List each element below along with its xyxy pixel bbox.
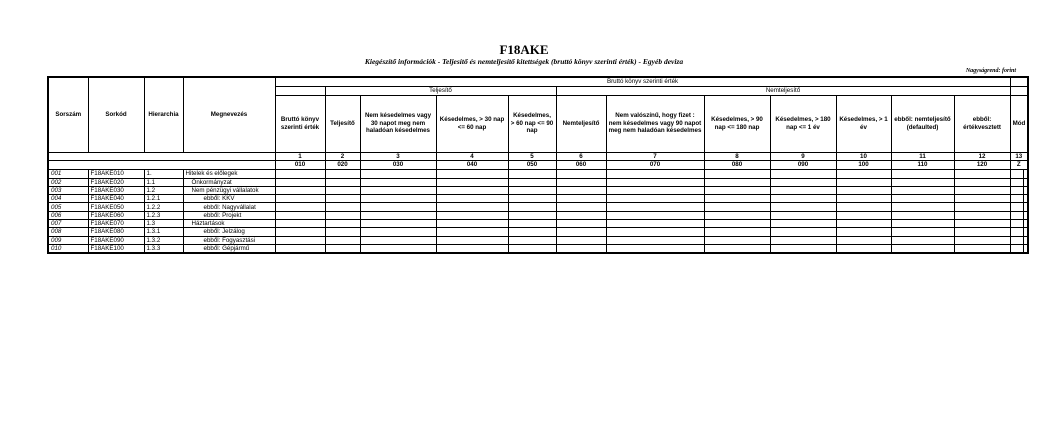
value-cell[interactable] — [770, 236, 836, 244]
value-cell[interactable] — [1010, 228, 1023, 236]
value-cell[interactable] — [836, 203, 891, 211]
value-cell[interactable] — [770, 228, 836, 236]
row-name: ebből: Gépjármű — [183, 244, 275, 253]
header-group-gross: Bruttó könyv szerinti érték — [275, 77, 1010, 86]
value-cell[interactable] — [360, 170, 436, 178]
value-cell[interactable] — [770, 203, 836, 211]
value-cell[interactable] — [704, 244, 770, 253]
value-cell[interactable] — [836, 220, 891, 228]
row-serial: 008 — [48, 228, 88, 236]
value-cell[interactable] — [1010, 244, 1023, 253]
value-cell[interactable] — [360, 236, 436, 244]
value-cell[interactable] — [1010, 220, 1023, 228]
col-header-10: Késedelmes, > 1 év — [836, 95, 891, 152]
col-code: 120 — [954, 161, 1010, 170]
value-cell[interactable] — [770, 220, 836, 228]
row-hierarchy: 1.2.3 — [144, 211, 183, 219]
table-row — [48, 203, 1028, 211]
value-cell[interactable] — [325, 228, 360, 236]
report-subtitle: Kiegészítő információk - Teljesítő és nemteljesítő kitettségek (bruttó könyv szerinti érték) - Egyéb deviza — [364, 57, 684, 66]
value-cell[interactable] — [1010, 203, 1023, 211]
value-cell[interactable] — [606, 203, 704, 211]
value-cell[interactable] — [1023, 178, 1028, 186]
value-cell[interactable] — [770, 186, 836, 194]
row-name: ebből: KKV — [183, 195, 275, 203]
header-blank — [1010, 77, 1028, 86]
value-cell[interactable] — [770, 170, 836, 178]
value-cell[interactable] — [508, 178, 556, 186]
col-number: 10 — [836, 152, 891, 161]
value-cell[interactable] — [1010, 170, 1023, 178]
col-code: 090 — [770, 161, 836, 170]
unit-label: Nagyságrend: forint — [965, 68, 1016, 74]
num-row-blank — [48, 152, 275, 161]
row-name: ebből: Projekt — [183, 211, 275, 219]
value-cell[interactable] — [436, 220, 508, 228]
value-cell[interactable] — [1010, 178, 1023, 186]
value-cell[interactable] — [891, 236, 954, 244]
value-cell[interactable] — [556, 236, 606, 244]
value-cell[interactable] — [325, 220, 360, 228]
value-cell[interactable] — [954, 244, 1010, 253]
value-cell[interactable] — [275, 236, 325, 244]
table-row — [48, 170, 1028, 178]
value-cell[interactable] — [325, 170, 360, 178]
col-code: 050 — [508, 161, 556, 170]
value-cell[interactable] — [1010, 186, 1023, 194]
table-row — [48, 228, 1028, 236]
value-cell[interactable] — [360, 195, 436, 203]
value-cell[interactable] — [770, 195, 836, 203]
value-cell[interactable] — [836, 186, 891, 194]
col-code: 070 — [606, 161, 704, 170]
value-cell[interactable] — [325, 195, 360, 203]
row-serial: 003 — [48, 186, 88, 194]
row-hierarchy: 1.2.1 — [144, 195, 183, 203]
value-cell[interactable] — [436, 236, 508, 244]
value-cell[interactable] — [1023, 228, 1028, 236]
value-cell[interactable] — [436, 170, 508, 178]
row-hierarchy: 1. — [144, 170, 183, 178]
value-cell[interactable] — [436, 228, 508, 236]
value-cell[interactable] — [1023, 220, 1028, 228]
col-number: 1 — [275, 152, 325, 161]
value-cell[interactable] — [606, 228, 704, 236]
value-cell[interactable] — [325, 211, 360, 219]
col-header-5: Késedelmes, > 60 nap <= 90 nap — [508, 95, 556, 152]
value-cell[interactable] — [508, 220, 556, 228]
row-serial: 010 — [48, 244, 88, 253]
value-cell[interactable] — [508, 228, 556, 236]
row-code: F18AKE030 — [88, 186, 144, 194]
col-header-3: Nem késedelmes vagy 30 napot meg nem haladóan késedelmes — [360, 95, 436, 152]
row-hierarchy: 1.3.1 — [144, 228, 183, 236]
row-name: Nem pénzügyi vállalatok — [183, 186, 275, 194]
value-cell[interactable] — [891, 195, 954, 203]
row-hierarchy: 1.2.2 — [144, 203, 183, 211]
value-cell[interactable] — [836, 170, 891, 178]
col-code: 110 — [891, 161, 954, 170]
value-cell[interactable] — [360, 211, 436, 219]
value-cell[interactable] — [1010, 195, 1023, 203]
row-serial: 007 — [48, 220, 88, 228]
value-cell[interactable] — [770, 244, 836, 253]
value-cell[interactable] — [704, 211, 770, 219]
row-serial: 006 — [48, 211, 88, 219]
col-header-4: Késedelmes, > 30 nap <= 60 nap — [436, 95, 508, 152]
header-name: Megnevezés — [183, 77, 275, 152]
col-code: 030 — [360, 161, 436, 170]
value-cell[interactable] — [704, 186, 770, 194]
value-cell[interactable] — [1023, 244, 1028, 253]
value-cell[interactable] — [606, 244, 704, 253]
value-cell[interactable] — [704, 228, 770, 236]
col-code: 100 — [836, 161, 891, 170]
col-code: 040 — [436, 161, 508, 170]
row-hierarchy: 1.3.2 — [144, 236, 183, 244]
value-cell[interactable] — [954, 170, 1010, 178]
value-cell[interactable] — [275, 228, 325, 236]
row-hierarchy: 1.3.3 — [144, 244, 183, 253]
table-row — [48, 236, 1028, 244]
value-cell[interactable] — [556, 203, 606, 211]
value-cell[interactable] — [770, 211, 836, 219]
value-cell[interactable] — [360, 178, 436, 186]
value-cell[interactable] — [954, 228, 1010, 236]
value-cell[interactable] — [1023, 203, 1028, 211]
value-cell[interactable] — [325, 203, 360, 211]
row-name: Önkormányzat — [183, 178, 275, 186]
value-cell[interactable] — [606, 186, 704, 194]
value-cell[interactable] — [954, 220, 1010, 228]
value-cell[interactable] — [275, 170, 325, 178]
col-header-8: Késedelmes, > 90 nap <= 180 nap — [704, 95, 770, 152]
value-cell[interactable] — [556, 170, 606, 178]
col-code: 010 — [275, 161, 325, 170]
value-cell[interactable] — [891, 211, 954, 219]
value-cell[interactable] — [1023, 195, 1028, 203]
row-code: F18AKE060 — [88, 211, 144, 219]
value-cell[interactable] — [325, 178, 360, 186]
value-cell[interactable] — [275, 211, 325, 219]
row-code: F18AKE080 — [88, 228, 144, 236]
value-cell[interactable] — [360, 203, 436, 211]
value-cell[interactable] — [275, 220, 325, 228]
row-serial: 005 — [48, 203, 88, 211]
row-serial: 001 — [48, 170, 88, 178]
col-number: 2 — [325, 152, 360, 161]
col-number: 8 — [704, 152, 770, 161]
value-cell[interactable] — [836, 211, 891, 219]
col-number: 5 — [508, 152, 556, 161]
row-name: ebből: Nagyvállalat — [183, 203, 275, 211]
value-cell[interactable] — [954, 211, 1010, 219]
col-number: 3 — [360, 152, 436, 161]
col-code: 080 — [704, 161, 770, 170]
table-row — [48, 211, 1028, 219]
value-cell[interactable] — [508, 186, 556, 194]
value-cell[interactable] — [954, 236, 1010, 244]
header-blank-gross — [275, 86, 325, 95]
value-cell[interactable] — [436, 195, 508, 203]
value-cell[interactable] — [1023, 186, 1028, 194]
value-cell[interactable] — [606, 236, 704, 244]
value-cell[interactable] — [704, 170, 770, 178]
report-table — [47, 76, 1029, 254]
value-cell[interactable] — [556, 220, 606, 228]
table-row — [48, 195, 1028, 203]
value-cell[interactable] — [275, 186, 325, 194]
value-cell[interactable] — [275, 195, 325, 203]
value-cell[interactable] — [1023, 211, 1028, 219]
col-number: 7 — [606, 152, 704, 161]
value-cell[interactable] — [556, 211, 606, 219]
value-cell[interactable] — [436, 203, 508, 211]
value-cell[interactable] — [508, 195, 556, 203]
value-cell[interactable] — [556, 178, 606, 186]
value-cell[interactable] — [704, 220, 770, 228]
value-cell[interactable] — [891, 220, 954, 228]
value-cell[interactable] — [891, 203, 954, 211]
value-cell[interactable] — [508, 236, 556, 244]
value-cell[interactable] — [436, 186, 508, 194]
col-code: Z — [1010, 161, 1028, 170]
row-code: F18AKE090 — [88, 236, 144, 244]
value-cell[interactable] — [891, 244, 954, 253]
value-cell[interactable] — [1010, 211, 1023, 219]
row-hierarchy: 1.1 — [144, 178, 183, 186]
row-name: Hitelek és előlegek — [183, 170, 275, 178]
value-cell[interactable] — [436, 211, 508, 219]
value-cell[interactable] — [556, 244, 606, 253]
row-name: ebből: Jelzálog — [183, 228, 275, 236]
row-code: F18AKE020 — [88, 178, 144, 186]
col-number: 11 — [891, 152, 954, 161]
value-cell[interactable] — [770, 178, 836, 186]
header-serial: Sorszám — [48, 77, 88, 152]
col-number: 4 — [436, 152, 508, 161]
row-serial: 009 — [48, 236, 88, 244]
row-serial: 002 — [48, 178, 88, 186]
header-rowcode: Sorkód — [88, 77, 144, 152]
row-code: F18AKE050 — [88, 203, 144, 211]
value-cell[interactable] — [1023, 236, 1028, 244]
value-cell[interactable] — [556, 228, 606, 236]
value-cell[interactable] — [436, 178, 508, 186]
header-group-performing: Teljesítő — [325, 86, 556, 95]
row-name: ebből: Fogyasztási — [183, 236, 275, 244]
value-cell[interactable] — [704, 236, 770, 244]
value-cell[interactable] — [360, 220, 436, 228]
value-cell[interactable] — [836, 244, 891, 253]
header-group-nonperforming: Nemteljesítő — [556, 86, 1010, 95]
value-cell[interactable] — [360, 228, 436, 236]
value-cell[interactable] — [606, 211, 704, 219]
row-code: F18AKE040 — [88, 195, 144, 203]
col-header-7: Nem valószínű, hogy fizet : nem késedelmes vagy 90 napot meg nem haladóan késedelmes — [606, 95, 704, 152]
header-hierarchy: Hierarchia — [144, 77, 183, 152]
col-header-9: Késedelmes, > 180 nap <= 1 év — [770, 95, 836, 152]
value-cell[interactable] — [606, 220, 704, 228]
value-cell[interactable] — [836, 228, 891, 236]
col-number: 13 — [1010, 152, 1028, 161]
row-code: F18AKE100 — [88, 244, 144, 253]
value-cell[interactable] — [891, 186, 954, 194]
value-cell[interactable] — [891, 170, 954, 178]
value-cell[interactable] — [325, 186, 360, 194]
value-cell[interactable] — [954, 186, 1010, 194]
value-cell[interactable] — [436, 244, 508, 253]
value-cell[interactable] — [556, 195, 606, 203]
row-hierarchy: 1.2 — [144, 186, 183, 194]
col-header-11: ebből: nemteljesítő (defaulted) — [891, 95, 954, 152]
value-cell[interactable] — [325, 236, 360, 244]
value-cell[interactable] — [360, 186, 436, 194]
table-row — [48, 186, 1028, 194]
value-cell[interactable] — [704, 195, 770, 203]
value-cell[interactable] — [1023, 170, 1028, 178]
col-header-6: Nemteljesítő — [556, 95, 606, 152]
table-row — [48, 220, 1028, 228]
value-cell[interactable] — [836, 195, 891, 203]
table-row — [48, 178, 1028, 186]
row-serial: 004 — [48, 195, 88, 203]
code-row-blank — [48, 161, 275, 170]
col-header-1: Bruttó könyv szerinti érték — [275, 95, 325, 152]
value-cell[interactable] — [508, 211, 556, 219]
value-cell[interactable] — [836, 178, 891, 186]
value-cell[interactable] — [704, 203, 770, 211]
col-number: 9 — [770, 152, 836, 161]
col-header-12: ebből: értékvesztett — [954, 95, 1010, 152]
value-cell[interactable] — [508, 203, 556, 211]
value-cell[interactable] — [508, 170, 556, 178]
value-cell[interactable] — [836, 236, 891, 244]
value-cell[interactable] — [556, 186, 606, 194]
col-header-13: Mód — [1010, 95, 1028, 152]
col-header-2: Teljesítő — [325, 95, 360, 152]
col-code: 060 — [556, 161, 606, 170]
value-cell[interactable] — [275, 178, 325, 186]
col-number: 12 — [954, 152, 1010, 161]
report-title: F18AKE — [499, 42, 549, 57]
col-number: 6 — [556, 152, 606, 161]
value-cell[interactable] — [954, 178, 1010, 186]
table-row — [48, 244, 1028, 253]
value-cell[interactable] — [891, 228, 954, 236]
header-blank-2 — [1010, 86, 1028, 95]
value-cell[interactable] — [954, 203, 1010, 211]
value-cell[interactable] — [891, 178, 954, 186]
value-cell[interactable] — [275, 244, 325, 253]
value-cell[interactable] — [606, 195, 704, 203]
value-cell[interactable] — [954, 195, 1010, 203]
value-cell[interactable] — [508, 244, 556, 253]
row-name: Háztartások — [183, 220, 275, 228]
row-hierarchy: 1.3 — [144, 220, 183, 228]
value-cell[interactable] — [606, 170, 704, 178]
value-cell[interactable] — [1010, 236, 1023, 244]
value-cell[interactable] — [360, 244, 436, 253]
row-code: F18AKE070 — [88, 220, 144, 228]
value-cell[interactable] — [325, 244, 360, 253]
value-cell[interactable] — [704, 178, 770, 186]
value-cell[interactable] — [606, 178, 704, 186]
value-cell[interactable] — [275, 203, 325, 211]
row-code: F18AKE010 — [88, 170, 144, 178]
col-code: 020 — [325, 161, 360, 170]
